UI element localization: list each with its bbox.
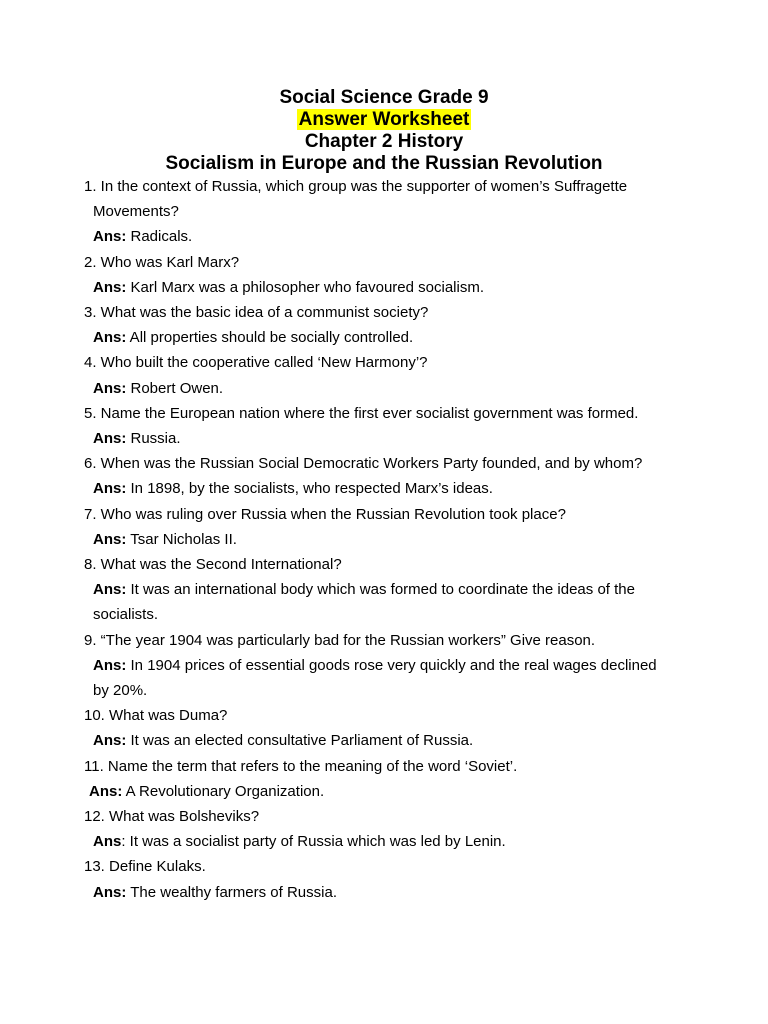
- question-11: 11. Name the term that refers to the meaning of the word ‘Soviet’.: [84, 757, 518, 775]
- question-1: [84, 174, 704, 224]
- answer-8-line-2: socialists.: [93, 606, 159, 624]
- question-7: 7. Who was ruling over Russia when the Russian Revolution took place?: [84, 505, 566, 523]
- answer-worksheet-highlight: Answer Worksheet: [298, 109, 470, 130]
- answer-label: Ans:: [93, 530, 127, 548]
- answer-12: [84, 829, 704, 854]
- question-12: 12. What was Bolsheviks?: [84, 808, 260, 826]
- answer-12-text: : It was a socialist party of Russia which was led by Lenin.: [121, 833, 506, 851]
- question-4: 4. Who built the cooperative called ‘New Harmony’?: [84, 354, 428, 372]
- answer-8-text: It was an international body which was formed to coordinate the ideas of the: [126, 581, 635, 599]
- question-8: 8. What was the Second International?: [84, 556, 342, 574]
- answer-4-text: Robert Owen.: [126, 379, 224, 397]
- question-6: 6. When was the Russian Social Democratic Workers Party founded, and by whom?: [84, 455, 643, 473]
- answer-9-line-2: by 20%.: [93, 682, 148, 700]
- answer-label: Ans:: [93, 732, 127, 750]
- answer-9-text: In 1904 prices of essential goods rose very quickly and the real wages declined: [126, 656, 657, 674]
- question-5: 5. Name the European nation where the first ever socialist government was formed.: [84, 404, 639, 422]
- question-answer-list: [84, 174, 704, 905]
- answer-label: Ans:: [93, 430, 127, 448]
- answer-7-text: Tsar Nicholas II.: [126, 530, 237, 548]
- question-9: 9. “The year 1904 was particularly bad for the Russian workers” Give reason.: [84, 631, 596, 649]
- answer-label: Ans:: [93, 278, 127, 296]
- answer-10-text: It was an elected consultative Parliament of Russia.: [126, 732, 474, 750]
- answer-8: [84, 577, 704, 627]
- answer-5-text: Russia.: [126, 430, 181, 448]
- answer-label: Ans:: [93, 883, 127, 901]
- answer-6: [84, 476, 704, 501]
- grade-title: Social Science Grade 9: [279, 87, 489, 108]
- answer-3-text: All properties should be socially controlled.: [126, 329, 414, 347]
- question-3: 3. What was the basic idea of a communist society?: [84, 304, 429, 322]
- answer-2-text: Karl Marx was a philosopher who favoured socialism.: [126, 278, 484, 296]
- worksheet-type: [0, 109, 768, 131]
- answer-11: [84, 779, 704, 804]
- question-2: 2. Who was Karl Marx?: [84, 253, 240, 271]
- answer-label: Ans:: [93, 581, 127, 599]
- chapter-title: Chapter 2 History: [304, 131, 464, 152]
- question-1-line-1: 1. In the context of Russia, which group was the supporter of women’s Suffragette: [84, 178, 628, 195]
- answer-10: [84, 728, 704, 753]
- answer-3: [84, 325, 704, 350]
- answer-13-text: The wealthy farmers of Russia.: [126, 883, 337, 901]
- answer-label: Ans: [93, 833, 122, 851]
- answer-7: [84, 527, 704, 552]
- answer-1-text: Radicals.: [126, 228, 193, 246]
- answer-6-text: In 1898, by the socialists, who respected Marx’s ideas.: [126, 480, 493, 498]
- answer-label: Ans:: [93, 379, 127, 397]
- answer-11-text: A Revolutionary Organization.: [122, 782, 325, 800]
- answer-13: [84, 880, 704, 905]
- question-1-line-2: Movements?: [93, 203, 179, 221]
- answer-label: Ans:: [93, 329, 127, 347]
- question-13: 13. Define Kulaks.: [84, 858, 206, 876]
- answer-label: Ans:: [89, 782, 123, 800]
- answer-1: [84, 224, 704, 249]
- answer-label: Ans:: [93, 228, 127, 246]
- chapter-subtitle: Socialism in Europe and the Russian Revolution: [165, 153, 603, 174]
- answer-9: [84, 653, 704, 703]
- answer-label: Ans:: [93, 480, 127, 498]
- question-10: 10. What was Duma?: [84, 707, 228, 725]
- answer-2: [84, 275, 704, 300]
- answer-label: Ans:: [93, 656, 127, 674]
- answer-5: [84, 426, 704, 451]
- answer-4: [84, 376, 704, 401]
- worksheet-header: [0, 87, 768, 175]
